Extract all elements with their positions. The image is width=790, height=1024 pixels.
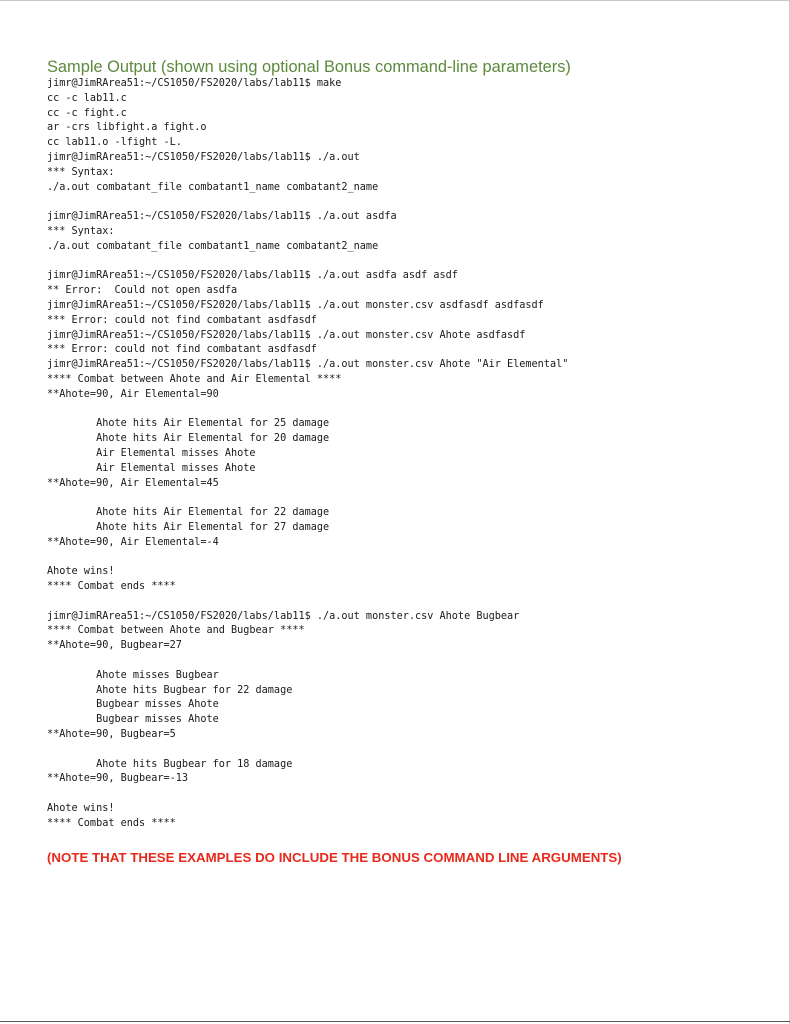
- terminal-line: jimr@JimRArea51:~/CS1050/FS2020/labs/lab11$ ./a.out: [47, 151, 360, 163]
- terminal-line: *** Syntax:: [47, 225, 115, 237]
- terminal-line: **Ahote=90, Bugbear=5: [47, 729, 176, 741]
- terminal-line: **Ahote=90, Bugbear=27: [47, 640, 182, 652]
- terminal-line: **** Combat between Ahote and Air Elemental ****: [47, 373, 342, 385]
- terminal-line: **Ahote=90, Bugbear=-13: [47, 773, 189, 785]
- terminal-line: jimr@JimRArea51:~/CS1050/FS2020/labs/lab11$ ./a.out monster.csv asdfasdf asdfasdf: [47, 299, 544, 311]
- document-page: [47, 57, 782, 867]
- terminal-line: Bugbear misses Ahote: [47, 699, 219, 711]
- terminal-line: jimr@JimRArea51:~/CS1050/FS2020/labs/lab11$ ./a.out asdfa asdf asdf: [47, 270, 458, 282]
- bonus-note: (NOTE THAT THESE EXAMPLES DO INCLUDE THE BONUS COMMAND LINE ARGUMENTS): [47, 849, 622, 865]
- terminal-line: jimr@JimRArea51:~/CS1050/FS2020/labs/lab11$ ./a.out monster.csv Ahote asdfasdf: [47, 329, 526, 341]
- terminal-line: *** Syntax:: [47, 166, 115, 178]
- terminal-line: Ahote hits Air Elemental for 22 damage: [47, 507, 330, 519]
- terminal-line: **Ahote=90, Air Elemental=-4: [47, 536, 219, 548]
- section-heading: Sample Output (shown using optional Bonus command-line parameters): [47, 58, 571, 76]
- blank-line: [47, 195, 782, 210]
- terminal-line: ./a.out combatant_file combatant1_name combatant2_name: [47, 181, 379, 193]
- terminal-line: Bugbear misses Ahote: [47, 714, 219, 726]
- terminal-line: Air Elemental misses Ahote: [47, 462, 256, 474]
- terminal-output: [47, 77, 782, 832]
- terminal-line: Ahote hits Bugbear for 22 damage: [47, 684, 293, 696]
- terminal-line: Ahote wins!: [47, 803, 115, 815]
- blank-line: [47, 403, 782, 418]
- terminal-line: **** Combat ends ****: [47, 817, 176, 829]
- terminal-line: **** Combat ends ****: [47, 581, 176, 593]
- terminal-line: jimr@JimRArea51:~/CS1050/FS2020/labs/lab11$ ./a.out monster.csv Ahote "Air Elemental": [47, 359, 569, 371]
- terminal-line: *** Error: could not find combatant asdfasdf: [47, 314, 317, 326]
- blank-line: [47, 787, 782, 802]
- terminal-line: cc -c fight.c: [47, 107, 127, 119]
- blank-line: [47, 551, 782, 566]
- terminal-line: **Ahote=90, Air Elemental=90: [47, 388, 219, 400]
- terminal-line: cc lab11.o -lfight -L.: [47, 137, 182, 149]
- terminal-line: ./a.out combatant_file combatant1_name combatant2_name: [47, 240, 379, 252]
- blank-line: [47, 654, 782, 669]
- bottom-divider: [0, 1021, 790, 1022]
- blank-line: [47, 743, 782, 758]
- terminal-line: Ahote wins!: [47, 566, 115, 578]
- terminal-line: cc -c lab11.c: [47, 92, 127, 104]
- terminal-line: Air Elemental misses Ahote: [47, 447, 256, 459]
- terminal-line: Ahote hits Air Elemental for 20 damage: [47, 433, 330, 445]
- terminal-line: Ahote hits Air Elemental for 27 damage: [47, 521, 330, 533]
- terminal-line: Ahote misses Bugbear: [47, 669, 219, 681]
- terminal-line: jimr@JimRArea51:~/CS1050/FS2020/labs/lab11$ ./a.out monster.csv Ahote Bugbear: [47, 610, 520, 622]
- terminal-line: **** Combat between Ahote and Bugbear ****: [47, 625, 305, 637]
- blank-line: [47, 255, 782, 270]
- terminal-line: **Ahote=90, Air Elemental=45: [47, 477, 219, 489]
- terminal-line: ar -crs libfight.a fight.o: [47, 122, 207, 134]
- terminal-line: jimr@JimRArea51:~/CS1050/FS2020/labs/lab11$ ./a.out asdfa: [47, 211, 397, 223]
- blank-line: [47, 491, 782, 506]
- terminal-line: Ahote hits Bugbear for 18 damage: [47, 758, 293, 770]
- terminal-line: Ahote hits Air Elemental for 25 damage: [47, 418, 330, 430]
- terminal-line: jimr@JimRArea51:~/CS1050/FS2020/labs/lab11$ make: [47, 78, 342, 89]
- top-divider: [0, 0, 790, 1]
- terminal-line: *** Error: could not find combatant asdfasdf: [47, 344, 317, 356]
- blank-line: [47, 595, 782, 610]
- terminal-line: ** Error: Could not open asdfa: [47, 285, 238, 297]
